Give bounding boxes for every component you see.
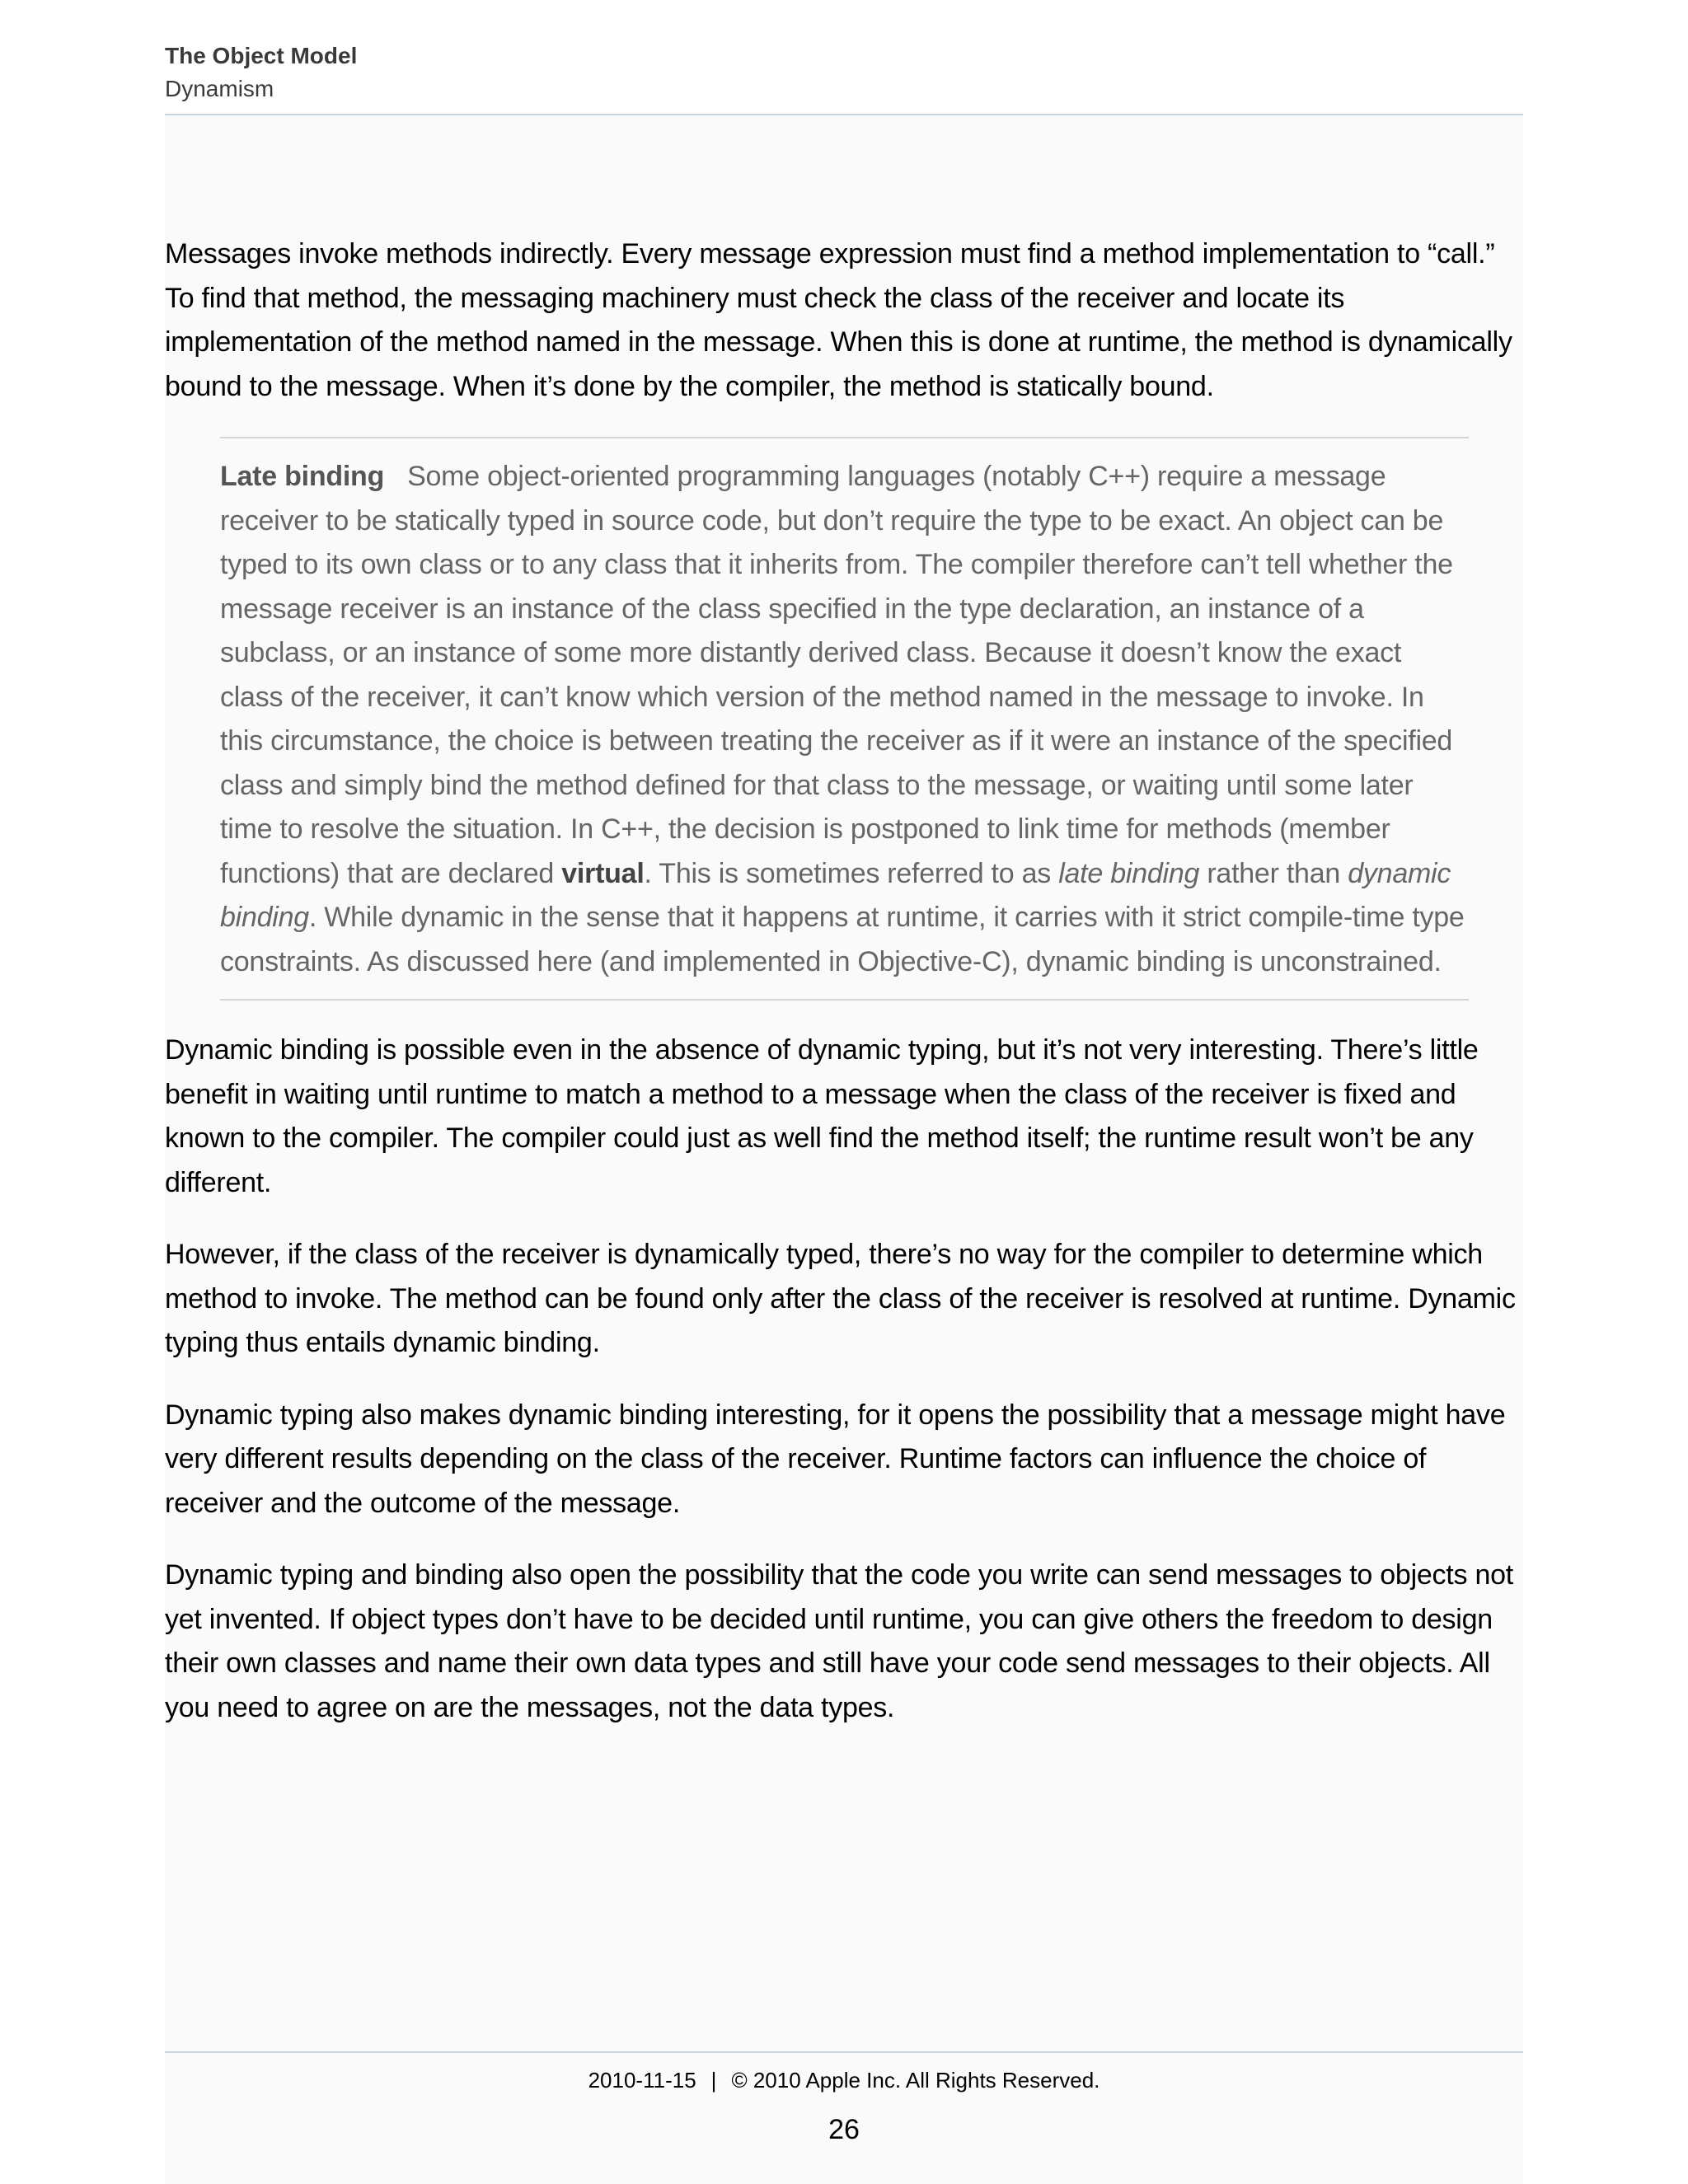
page-body bbox=[165, 232, 1523, 1758]
body-paragraph-3: However, if the class of the receiver is dynamically typed, there’s no way for the compiler to determine which method to invoke. The method can be found only after the class of the receiver is resolved at runtime. Dynamic typing thus entails dynamic binding. bbox=[165, 1239, 1516, 1358]
note-text-3: rather than bbox=[1207, 857, 1341, 889]
note-text-4: . While dynamic in the sense that it happens at runtime, it carries with it strict compile-time type constraints. As discussed here (and implemented in Objective-C), dynamic binding is unconstrained. bbox=[220, 902, 1465, 977]
body-paragraph-4: Dynamic typing also makes dynamic binding interesting, for it opens the possibility that a message might have very different results depending on the class of the receiver. Runtime factors can influence the choice of receiver and the outcome of the message. bbox=[165, 1399, 1506, 1519]
body-paragraph-2: Dynamic binding is possible even in the absence of dynamic typing, but it’s not very interesting. There’s little benefit in waiting until runtime to match a method to a message when the class of the receiver is fixed and known to the compiler. The compiler could just as well find the method itself; the runtime result won’t be any different. bbox=[165, 1034, 1479, 1198]
note-text-1: Some object-oriented programming languages (notably C++) require a message receiver to be statically typed in source code, but don’t require the type to be exact. An object can be typed to its own class or to any class that it inherits from. The compiler therefore can’t tell whether the message receiver is an instance of the class specified in the type declaration, an instance of a subclass, or an instance of some more distantly derived class. Because it doesn’t know the exact class of the receiver, it can’t know which version of the method named in the message to invoke. In this circumstance, the choice is between treating the receiver as if it were an instance of the specified class and simply bind the method defined for that class to the message, or waiting until some later time to resolve the situation. In C++, the decision is postponed to link time for methods (member functions) that are declared bbox=[220, 461, 1453, 889]
footer bbox=[165, 2065, 1523, 2095]
body-paragraph-5: Dynamic typing and binding also open the possibility that the code you write can send messages to objects not yet invented. If object types don’t have to be decided until runtime, you can give others the freedom to design their own classes and name their own data types and still have your code send messages to their objects. All you need to agree on are the messages, not the data types. bbox=[165, 1559, 1513, 1723]
footer-separator: | bbox=[710, 2068, 717, 2093]
note-title: Late binding bbox=[220, 461, 385, 492]
header-divider bbox=[165, 114, 1523, 115]
footer-divider bbox=[165, 2051, 1523, 2053]
note-term-dynamic-binding: dynamic binding bbox=[220, 857, 1451, 933]
running-header bbox=[165, 40, 1523, 105]
section-title: Dynamism bbox=[165, 76, 274, 101]
footer-copyright: © 2010 Apple Inc. All Rights Reserved. bbox=[731, 2068, 1100, 2093]
note-keyword-virtual: virtual bbox=[561, 857, 645, 889]
note-term-late-binding: late binding bbox=[1058, 857, 1200, 889]
chapter-title: The Object Model bbox=[165, 43, 358, 68]
footer-date: 2010-11-15 bbox=[588, 2068, 696, 2093]
note-box-late-binding bbox=[220, 437, 1469, 1001]
body-paragraph-1: Messages invoke methods indirectly. Every message expression must find a method implementation to “call.” To find that method, the messaging machinery must check the class of the receiver and locate its implementation of the method named in the message. When this is done at runtime, the method is dynamically bound to the message. When it’s done by the compiler, the method is statically bound. bbox=[165, 238, 1512, 402]
page-number: 26 bbox=[828, 2114, 860, 2145]
note-text-2: . This is sometimes referred to as bbox=[644, 857, 1052, 889]
